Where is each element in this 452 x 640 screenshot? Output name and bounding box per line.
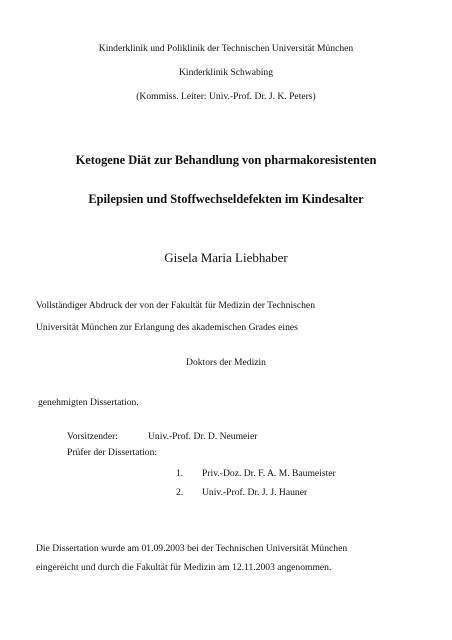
abstract-line-2: Universität München zur Erlangung des akademischen Grades eines — [36, 322, 298, 333]
examiner-number: 2. — [176, 487, 184, 498]
examiner-name: Priv.-Doz. Dr. F. A. M. Baumeister — [202, 468, 336, 479]
abstract-line-1: Vollständiger Abdruck der von der Fakultät für Medizin der Technischen — [36, 300, 315, 311]
clinic-line: Kinderklinik Schwabing — [178, 67, 274, 78]
degree-line: Doktors der Medizin — [186, 357, 266, 368]
examiner-name: Univ.-Prof. Dr. J. J. Hauner — [202, 487, 308, 498]
submission-line-1: Die Dissertation wurde am 01.09.2003 bei der Technischen Universität München — [36, 543, 348, 554]
chair-label: Vorsitzender: — [67, 431, 118, 442]
examiner-number: 1. — [176, 468, 184, 479]
approval-line: genehmigten Dissertation. — [38, 397, 139, 408]
author-name: Gisela Maria Liebhaber — [164, 250, 288, 265]
thesis-title-line-1: Ketogene Diät zur Behandlung von pharmakoresistenten — [75, 153, 377, 167]
examiners-label: Prüfer der Dissertation: — [67, 447, 158, 458]
director-line: (Kommiss. Leiter: Univ.-Prof. Dr. J. K. Peters) — [136, 91, 316, 102]
thesis-title-line-2: Epilepsien und Stoffwechseldefekten im Kindesalter — [88, 192, 364, 206]
chair-name: Univ.-Prof. Dr. D. Neumeier — [148, 431, 258, 442]
submission-line-2: eingereicht und durch die Fakultät für Medizin am 12.11.2003 angenommen. — [36, 562, 332, 573]
institution-line: Kinderklinik und Poliklinik der Technischen Universität München — [98, 43, 354, 54]
